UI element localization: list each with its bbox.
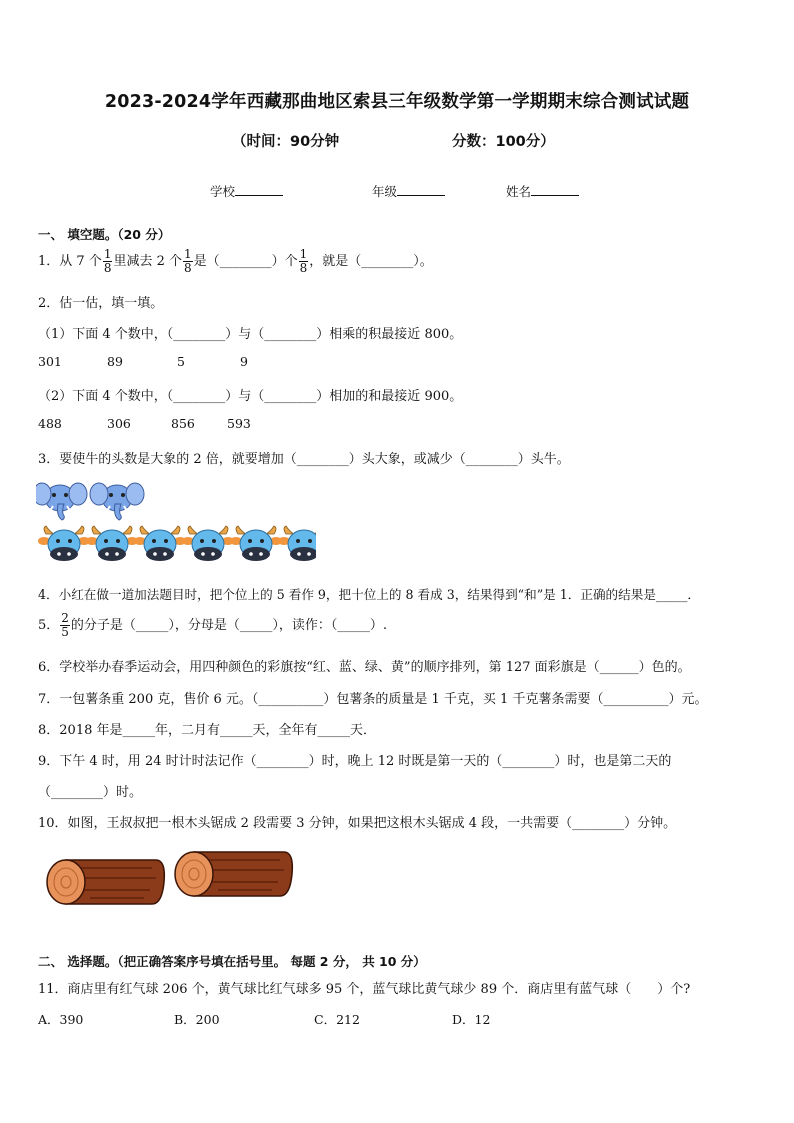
number: 301 [38,354,62,369]
frac-den: 8 [184,261,192,275]
section2-heading: 二、 选择题。（把正确答案序号填在括号里。 每题 2 分， 共 10 分） [38,954,426,969]
question-10: 10．如图，王叔叔把一根木头锯成 2 段需要 3 分钟，如果把这根木头锯成 4 段，一共需要（________）分钟。 [38,816,677,831]
number: 306 [107,416,131,431]
q2-1-numbers [38,354,338,372]
question-3: 3．要使牛的头数是大象的 2 倍，就要增加（________）头大象，或减少（________）头牛。 [38,452,570,467]
option-b: B．200 [174,1012,220,1027]
elephant-icon [90,483,144,520]
question-5 [38,612,387,639]
option-a: A．390 [38,1012,84,1027]
frac-den: 8 [103,261,112,275]
cow-icon [38,526,90,561]
cow-icon [86,526,138,561]
grade-label: 年级 [372,184,398,199]
number: 488 [38,416,62,431]
cow-icon [278,526,316,561]
fraction-two-fifths [60,612,70,639]
frac-den: 8 [299,261,308,275]
name-label: 姓名 [506,184,532,199]
question-2: 2．估一估，填一填。 [38,296,164,311]
frac-num: 1 [299,247,308,261]
number: 856 [171,416,195,431]
name-field [506,182,579,200]
animals-illustration [36,480,316,570]
grade-blank [397,183,445,196]
name-blank [531,183,579,196]
exam-time: （时间：90分钟 [232,134,340,150]
cow-icon [182,526,234,561]
q2-2-numbers [38,416,338,434]
question-2-1: （1）下面 4 个数中，（________）与（________）相乘的积最接近 800。 [38,327,463,342]
school-blank [235,183,283,196]
fraction-one-eighth [103,248,113,275]
question-6: 6．学校举办春季运动会，用四种颜色的彩旗按“红、蓝、绿、黄”的顺序排列，第 127 面彩旗是（______）色的。 [38,660,691,675]
logs-illustration [44,848,296,908]
question-9-line1: 9．下午 4 时，用 24 时计时法记作（________）时，晚上 12 时既是第一天的（________）时，也是第二天的 [38,754,672,769]
question-9-line2: （________）时。 [38,785,143,800]
q5-part-a: 5． [38,618,60,633]
exam-score: 分数：100分） [452,134,555,150]
cow-icon [230,526,282,561]
q1-part-d: ，就是（________）。 [309,254,433,269]
option-d: D．12 [452,1012,491,1027]
question-11: 11．商店里有红气球 206 个，黄气球比红气球多 95 个，蓝气球比黄气球少 89 个．商店里有蓝气球（ ）个? [38,982,691,997]
question-8: 8．2018 年是_____年，二月有_____天，全年有_____天． [38,723,376,738]
q11-options [38,1010,518,1028]
number: 9 [240,354,248,369]
question-7: 7．一包薯条重 200 克，售价 6 元。（__________）包薯条的质量是 1 千克，买 1 千克薯条需要（__________）元。 [38,692,708,707]
school-field [210,182,283,200]
number: 89 [107,354,123,369]
page-title: 2023-2024学年西藏那曲地区索县三年级数学第一学期期末综合测试试题 [104,92,690,112]
cow-icon [134,526,186,561]
q1-part-a: 1．从 7 个 [38,254,102,269]
fraction-one-eighth [183,248,193,275]
q5-part-b: 的分子是（_____），分母是（_____），读作：（_____）. [70,618,388,633]
q1-part-c: 是（________）个 [193,254,298,269]
frac-den: 5 [61,625,69,639]
number: 5 [177,354,185,369]
question-1 [38,248,433,275]
grade-field [372,182,445,200]
number: 593 [227,416,251,431]
option-c: C．212 [314,1012,360,1027]
frac-num: 1 [184,247,192,261]
q1-part-b: 里减去 2 个 [113,254,182,269]
section1-heading: 一、 填空题。（20 分） [38,227,171,242]
question-4: 4．小红在做一道加法题目时，把个位上的 5 看作 9，把十位上的 8 看成 3，结果得到“和”是 1．正确的结果是_____． [38,587,700,602]
question-2-2: （2）下面 4 个数中，（________）与（________）相加的和最接近 900。 [38,389,463,404]
elephant-icon [36,483,87,520]
school-label: 学校 [210,184,236,199]
fraction-one-eighth [299,248,309,275]
frac-num: 1 [103,247,112,261]
log-icon [175,852,292,896]
frac-num: 2 [61,611,69,625]
log-icon [47,860,164,904]
